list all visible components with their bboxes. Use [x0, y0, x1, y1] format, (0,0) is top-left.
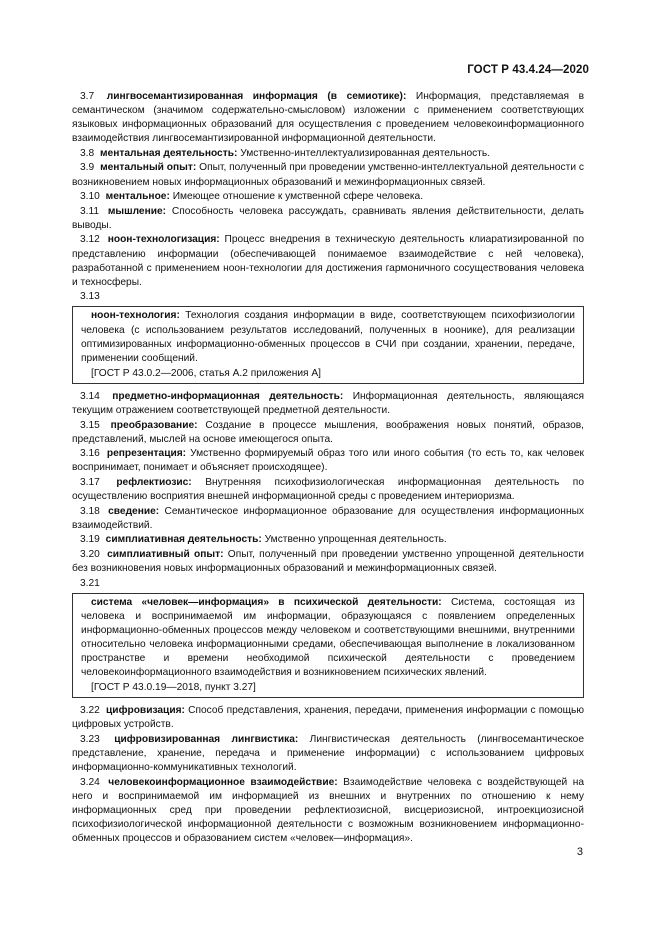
entry-definition: Лингвистическая деятельность (лингвосемантическое представление, хранение, передача и применение информации) с использованием цифровых информационно-коммуникативных технологий.: [72, 734, 584, 774]
entry-term: симплиативная деятельность:: [105, 534, 262, 546]
entry-term: ментальный опыт:: [100, 162, 197, 174]
entry-number: 3.15: [80, 419, 100, 431]
entry-term: цифровизация:: [106, 705, 185, 717]
entry-term: ноон-технология:: [91, 310, 180, 322]
entry-definition: Создание в процессе мышления, воображения новых понятий, образов, представлений, мыслей на основе имеющегося опыта.: [72, 419, 584, 445]
entry-term: ментальное:: [105, 191, 170, 203]
entry-number: 3.23: [80, 734, 100, 746]
entry-term: система «человек—информация» в психической деятельности:: [91, 596, 442, 608]
document-id-header: ГОСТ Р 43.4.24—2020: [467, 64, 589, 76]
entry-definition: Информационная деятельность, являющаяся текущим отражением соответствующей предметной деятельности.: [72, 390, 584, 416]
page-number: 3: [576, 846, 583, 858]
entry-definition: Имеющее отношение к умственной сфере человека.: [172, 191, 424, 203]
entry-number: 3.14: [80, 390, 100, 402]
term-entry-3-9: [72, 161, 584, 189]
entry-definition: Умственно формируемый образ того или иного события (то есть то, как человек воспринимает, понимает и объясняет происходящее).: [72, 448, 584, 474]
entry-number: 3.18: [80, 505, 100, 517]
term-entry-3-7: [72, 90, 584, 146]
term-entry-3-23: [72, 733, 584, 775]
term-entry-3-18: [72, 505, 584, 533]
entry-definition: Взаимодействие человека с воздействующей на него и воспринимаемой им информацией из внешних и внутренних по отношению к нему информационных сред при проведении рефлектиозисной, висцериозисной, интроекциозисной психофизиологической информационной деятельности с возможным возникновением информационно-обменных процессов и образованием систем «человек—информация».: [72, 776, 584, 845]
source-reference: [ГОСТ Р 43.0.19—2018, пункт 3.27]: [91, 682, 256, 694]
entry-term: симплиативный опыт:: [107, 548, 224, 560]
term-entry-3-19: [72, 533, 584, 547]
source-reference: [ГОСТ Р 43.0.2—2006, статья А.2 приложения А]: [91, 367, 322, 379]
entry-term: ноон-технологизация:: [107, 234, 220, 246]
entry-number: 3.19: [80, 534, 100, 546]
entry-term: репрезентация:: [106, 448, 187, 460]
entry-term: цифровизированная лингвистика:: [114, 734, 299, 746]
entry-term: сведение:: [108, 505, 160, 517]
term-entry-3-11: [72, 205, 584, 233]
quoted-definition: [81, 596, 575, 681]
quoted-definition-box-3-21: [72, 593, 584, 699]
entry-definition: Опыт, полученный при проведении умственно упрощенной деятельности без возникновения новых информационных образований и межинформационных связей.: [72, 548, 584, 574]
term-entry-3-15: [72, 419, 584, 447]
entry-term: человекоинформационное взаимодействие:: [108, 776, 338, 788]
entry-term: рефлектиозис:: [116, 476, 192, 488]
term-entry-3-10: [72, 190, 584, 204]
entry-definition: Информация, представляемая в семантическом (значимом содержательно-смысловом) изложении с применением соответствующих языковых информационных образований для осуществления с проведением человекоинформационного взаимодействия лингвосемантизированной информационной деятельности.: [72, 91, 584, 145]
entry-definition: Семантическое информационное образование для осуществления информационных взаимодействий.: [72, 505, 584, 531]
document-body: [72, 90, 584, 847]
entry-definition: Способность человека рассуждать, сравнивать явления действительности, делать выводы.: [72, 205, 584, 231]
entry-term: мышление:: [107, 205, 167, 217]
entry-definition: Процесс внедрения в техническую деятельность клиаратизированной по представлению информации (обеспечивающей понимаемое взаимодействие с ней человека), разработанной с применением ноон-технологии для достижения гармоничного сосуществования человека и техносферы.: [72, 234, 585, 288]
term-entry-3-24: [72, 776, 584, 846]
entry-number-3-13: 3.13: [80, 291, 100, 303]
entry-number: 3.9: [80, 162, 95, 174]
entry-number: 3.8: [80, 147, 95, 159]
term-entry-3-20: [72, 548, 584, 576]
entry-number: 3.16: [80, 448, 100, 460]
entry-term: лингвосемантизированная информация (в семиотике):: [106, 91, 407, 102]
entry-definition: Умственно упрощенная деятельность.: [264, 534, 447, 546]
entry-number: 3.10: [80, 191, 100, 203]
entry-definition: Технология создания информации в виде, соответствующем психофизиологии человека (с использованием результатов исследований, полученных в ноонике), для реализации оптимизированных информационно-обменных процессов в СЧИ при создании, хранении, передаче, применении сообщений.: [81, 310, 575, 364]
quoted-definition: [81, 309, 575, 365]
entry-definition: Способ представления, хранения, передачи, применения информации с помощью цифровых устройств.: [72, 705, 584, 731]
entry-number: 3.24: [80, 776, 100, 788]
term-entry-3-12: [72, 233, 584, 289]
entry-definition: Умственно-интеллектуализированная деятельность.: [240, 147, 491, 159]
entry-term: предметно-информационная деятельность:: [112, 390, 344, 402]
entry-number: 3.7: [80, 91, 95, 102]
entry-term: преобразование:: [110, 419, 198, 431]
entry-number-3-21: 3.21: [80, 577, 100, 589]
entry-term: ментальная деятельность:: [100, 147, 238, 159]
entry-number: 3.11: [80, 205, 100, 217]
quoted-definition-box-3-13: [72, 306, 584, 383]
entry-definition: Система, состоящая из человека и воспринимаемой им информации, образующаяся с появлением определенных информационно-обменных процессов между человеком и соответствующими внешними, внутренними относительно человека информационными средами, обеспечивающая выполнение в локализованном пространстве и времени необходимой психической деятельности с проведением человекоинформационного взаимодействия и возникновением психических явлений.: [81, 596, 575, 679]
entry-number: 3.17: [80, 476, 100, 488]
term-entry-3-22: [72, 704, 584, 732]
entry-definition: Внутренняя психофизиологическая информационная деятельность по осуществлению восприятия внешней информационной среды с проведением интериоризма.: [72, 476, 584, 503]
entry-number: 3.22: [80, 705, 100, 717]
entry-number: 3.20: [80, 548, 100, 560]
entry-definition: Опыт, полученный при проведении умственно-интеллектуальной деятельности с возникновением новых информационных образований и межинформационных связей.: [72, 162, 584, 188]
term-entry-3-14: [72, 390, 584, 418]
term-entry-3-8: [72, 147, 584, 161]
entry-number: 3.12: [80, 234, 100, 246]
term-entry-3-16: [72, 447, 584, 475]
term-entry-3-17: [72, 476, 584, 504]
